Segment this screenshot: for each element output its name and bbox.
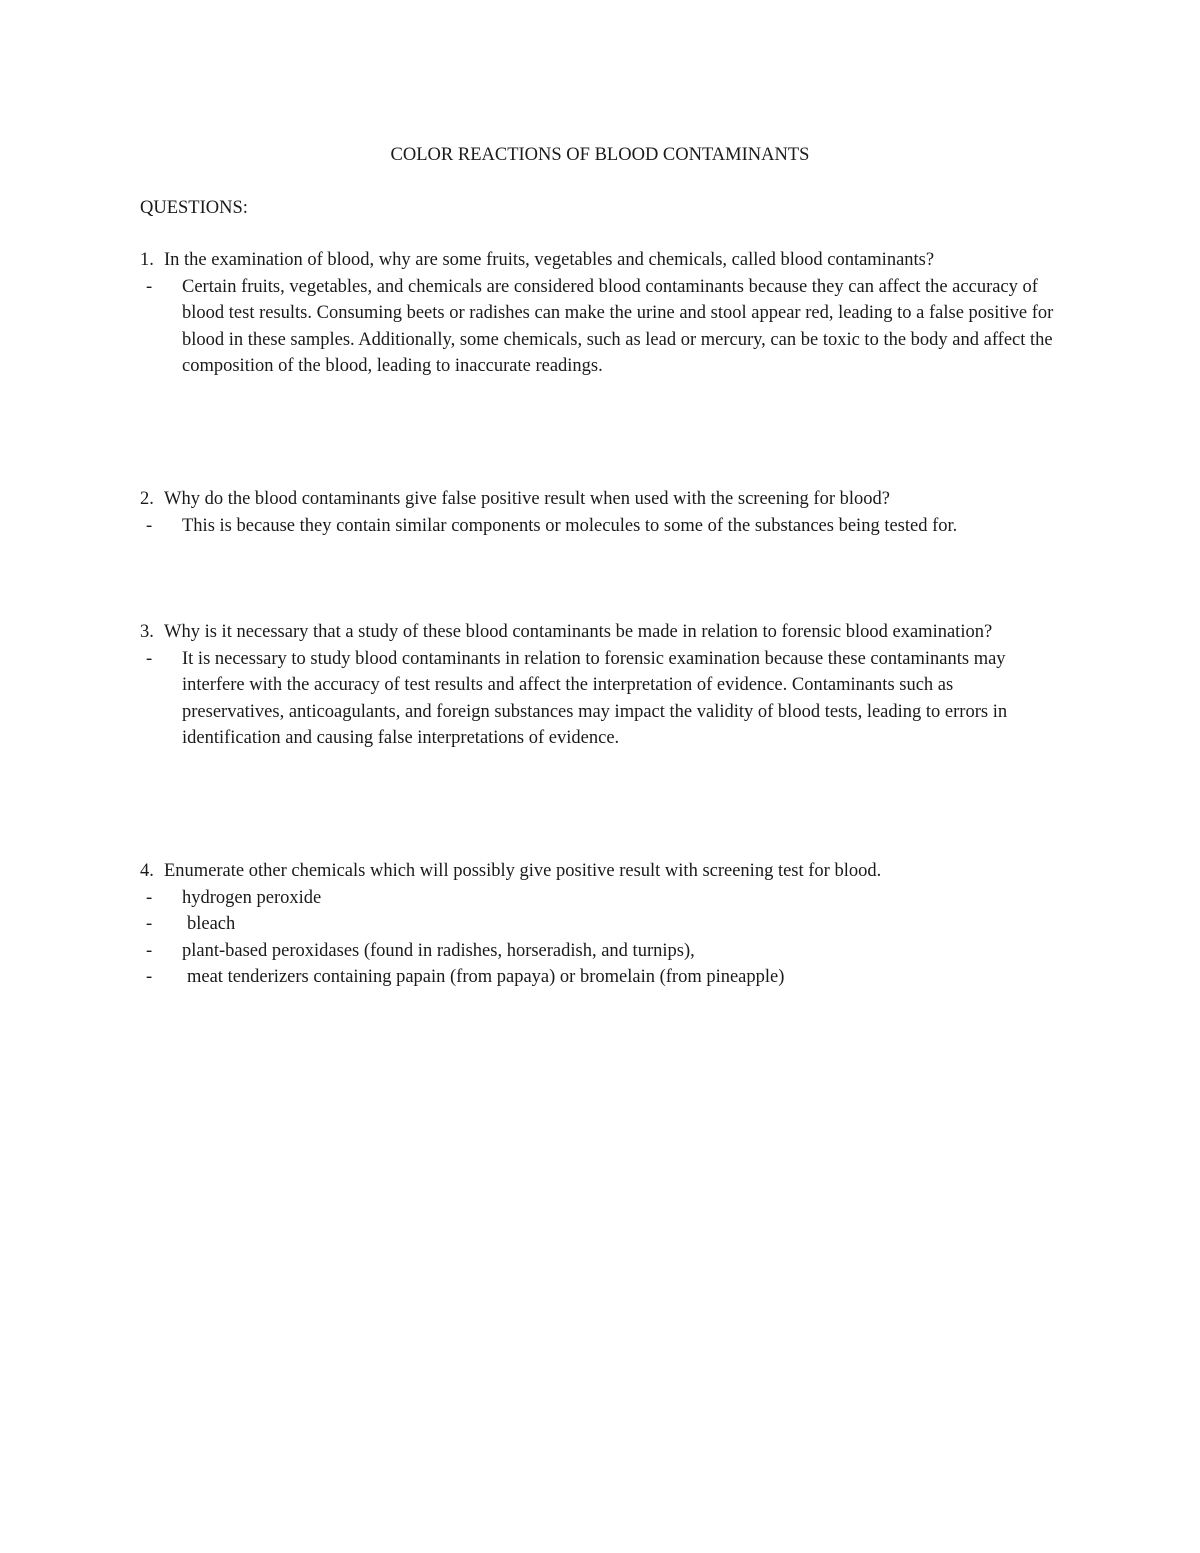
question-number: 1. (140, 250, 154, 270)
question-number: 2. (140, 489, 154, 509)
list-item (140, 911, 1060, 938)
question-block-3 (140, 619, 1060, 752)
answer-1 (140, 274, 1060, 380)
answer-2 (140, 513, 1060, 540)
list-item-text: hydrogen peroxide (182, 887, 322, 908)
answer-text: This is because they contain similar components or molecules to some of the substances being tested for. (182, 515, 958, 536)
dash-bullet: - (146, 648, 153, 669)
list-item-text: meat tenderizers containing papain (from papaya) or bromelain (from pineapple) (187, 967, 785, 988)
question-1 (140, 247, 1060, 274)
list-item (140, 964, 1060, 991)
document-title: COLOR REACTIONS OF BLOOD CONTAMINANTS (390, 145, 810, 165)
list-item (140, 885, 1060, 912)
question-3 (140, 619, 1060, 646)
dash-bullet: - (146, 914, 153, 935)
question-number: 4. (140, 861, 154, 881)
question-block-1 (140, 247, 1060, 380)
answer-text: Certain fruits, vegetables, and chemicals are considered blood contaminants because they can affect the accuracy of blood test results. Consuming beets or radishes can make the urine and stool appear red, leading to a false positive for blood in these samples. Additionally, some chemicals, such as lead or mercury, can be toxic to the body and affect the composition of the blood, leading to inaccurate readings. (182, 276, 1054, 377)
dash-bullet: - (146, 515, 153, 536)
list-item-text: plant-based peroxidases (found in radishes, horseradish, and turnips), (182, 940, 695, 961)
answer-3 (140, 646, 1060, 752)
list-item (140, 938, 1060, 965)
answer-text: It is necessary to study blood contaminants in relation to forensic examination because these contaminants may interfere with the accuracy of test results and affect the interpretation of evidence. Contaminants such as preservatives, anticoagulants, and foreign substances may impact the validity of blood tests, leading to errors in identification and causing false interpretations of evidence. (182, 648, 1008, 749)
question-2 (140, 486, 1060, 513)
question-block-4 (140, 858, 1060, 991)
dash-bullet: - (146, 276, 153, 297)
question-text: Why do the blood contaminants give false positive result when used with the screening for blood? (164, 489, 890, 509)
question-block-2 (140, 486, 1060, 539)
question-4 (140, 858, 1060, 885)
dash-bullet: - (146, 967, 153, 988)
list-item-text: bleach (187, 914, 236, 935)
questions-heading: QUESTIONS: (140, 198, 248, 218)
question-text: Enumerate other chemicals which will possibly give positive result with screening test for blood. (164, 861, 882, 881)
question-number: 3. (140, 622, 154, 642)
dash-bullet: - (146, 940, 153, 961)
dash-bullet: - (146, 887, 153, 908)
question-text: In the examination of blood, why are some fruits, vegetables and chemicals, called blood contaminants? (164, 250, 935, 270)
question-text: Why is it necessary that a study of these blood contaminants be made in relation to forensic blood examination? (164, 622, 993, 642)
